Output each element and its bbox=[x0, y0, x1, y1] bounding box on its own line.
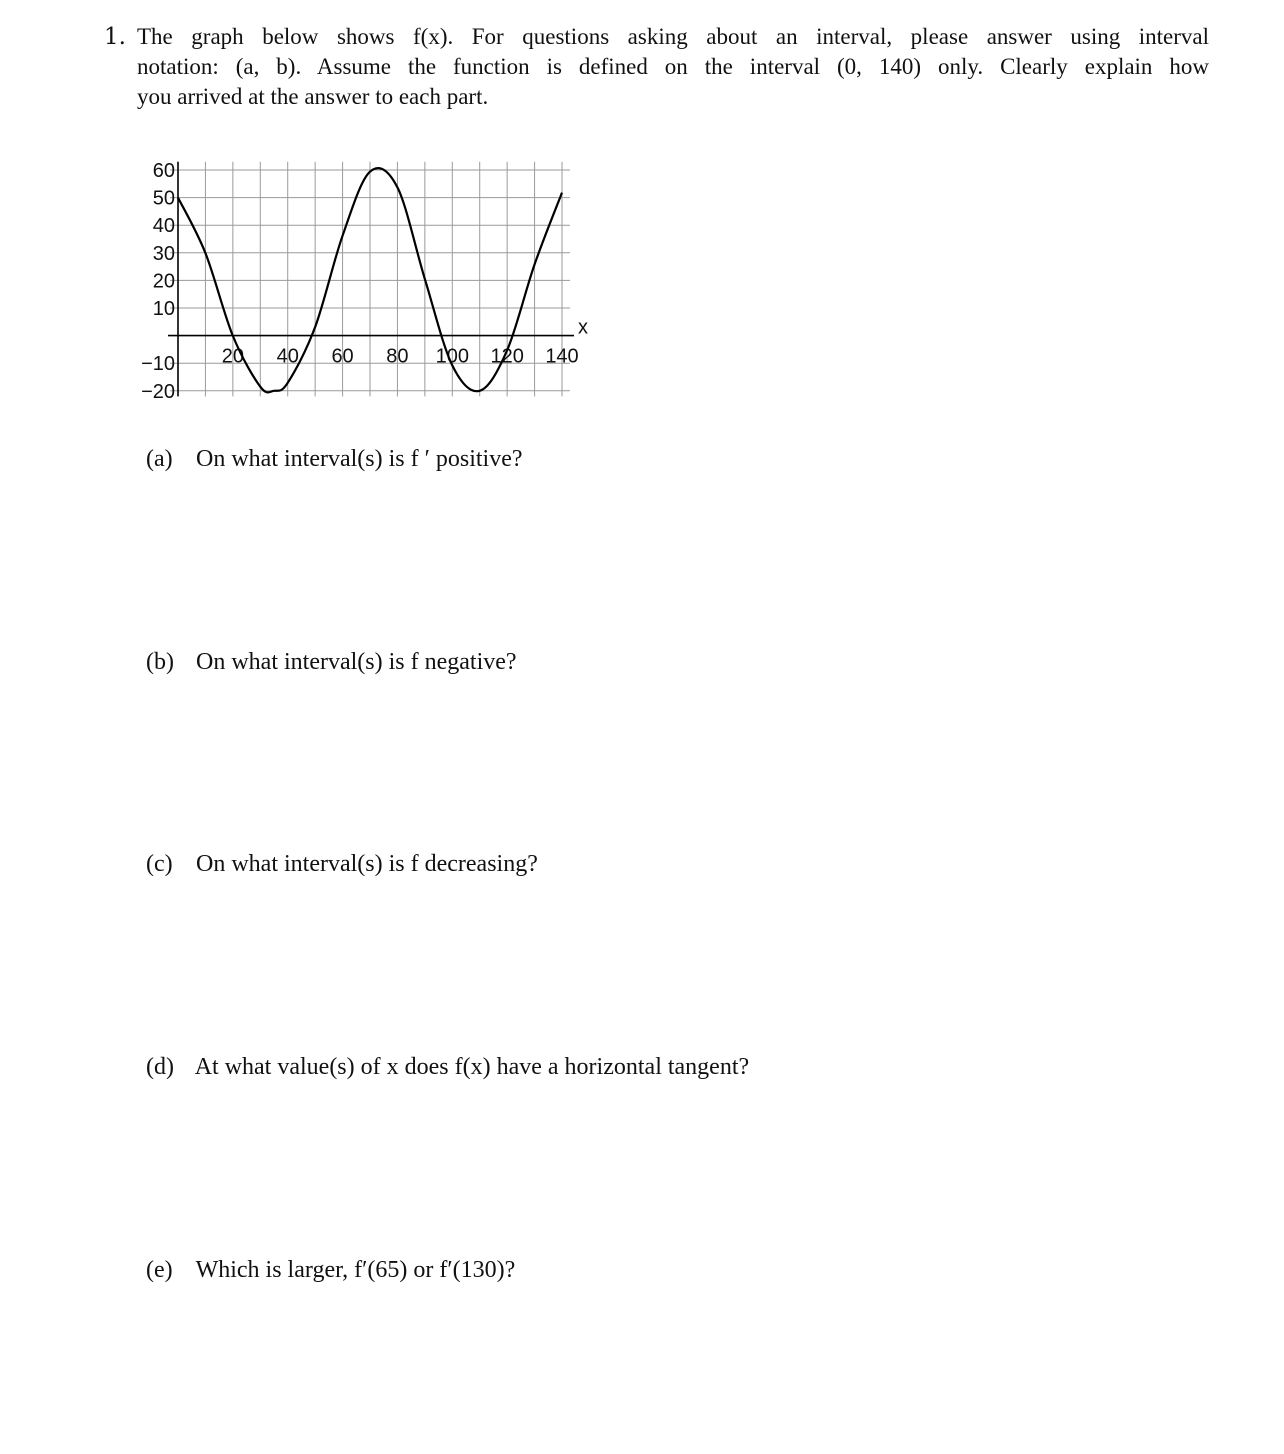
question-d-text: At what value(s) of x does f(x) have a horizontal tangent? bbox=[194, 1054, 750, 1080]
x-tick-label: 60 bbox=[331, 345, 354, 368]
y-tick-label: 30 bbox=[152, 242, 175, 265]
x-axis-label: x bbox=[578, 316, 588, 339]
problem-statement bbox=[137, 22, 1209, 112]
question-a-text: On what interval(s) is f ′ positive? bbox=[196, 446, 523, 472]
question-b-label: (b) bbox=[146, 649, 174, 675]
problem-line-3: you arrived at the answer to each part. bbox=[137, 84, 489, 109]
question-e-text: Which is larger, f′(65) or f′(130)? bbox=[195, 1257, 516, 1283]
y-tick-label: −10 bbox=[141, 353, 175, 376]
x-tick-label: 80 bbox=[386, 345, 409, 368]
question-c bbox=[146, 849, 538, 879]
x-tick-label: 40 bbox=[276, 345, 299, 368]
y-tick-label: −20 bbox=[141, 380, 175, 403]
function-graph bbox=[130, 150, 600, 420]
question-b bbox=[146, 647, 517, 677]
x-tick-label: 120 bbox=[490, 345, 524, 368]
question-d bbox=[146, 1052, 749, 1082]
tick-labels bbox=[141, 160, 579, 403]
y-tick-label: 60 bbox=[152, 160, 175, 182]
x-tick-label: 140 bbox=[545, 345, 579, 368]
y-tick-label: 40 bbox=[152, 215, 175, 238]
question-a bbox=[146, 444, 523, 474]
question-b-text: On what interval(s) is f negative? bbox=[196, 649, 517, 675]
problem-line-1: The graph below shows f(x). For questions asking about an interval, please answer using interval bbox=[137, 24, 1209, 49]
problem-number: 1. bbox=[104, 24, 126, 50]
question-d-label: (d) bbox=[146, 1054, 174, 1080]
question-e bbox=[146, 1255, 515, 1285]
question-c-label: (c) bbox=[146, 851, 173, 877]
y-tick-label: 10 bbox=[152, 298, 175, 320]
y-tick-label: 50 bbox=[152, 187, 175, 210]
x-tick-label: 20 bbox=[221, 345, 244, 368]
question-c-text: On what interval(s) is f decreasing? bbox=[196, 851, 538, 877]
y-tick-label: 20 bbox=[152, 270, 175, 293]
problem-line-2: notation: (a, b). Assume the function is defined on the interval (0, 140) only. Clearly explain how bbox=[137, 54, 1209, 79]
x-tick-label: 100 bbox=[435, 345, 469, 368]
question-a-label: (a) bbox=[146, 446, 173, 472]
question-e-label: (e) bbox=[146, 1257, 173, 1283]
